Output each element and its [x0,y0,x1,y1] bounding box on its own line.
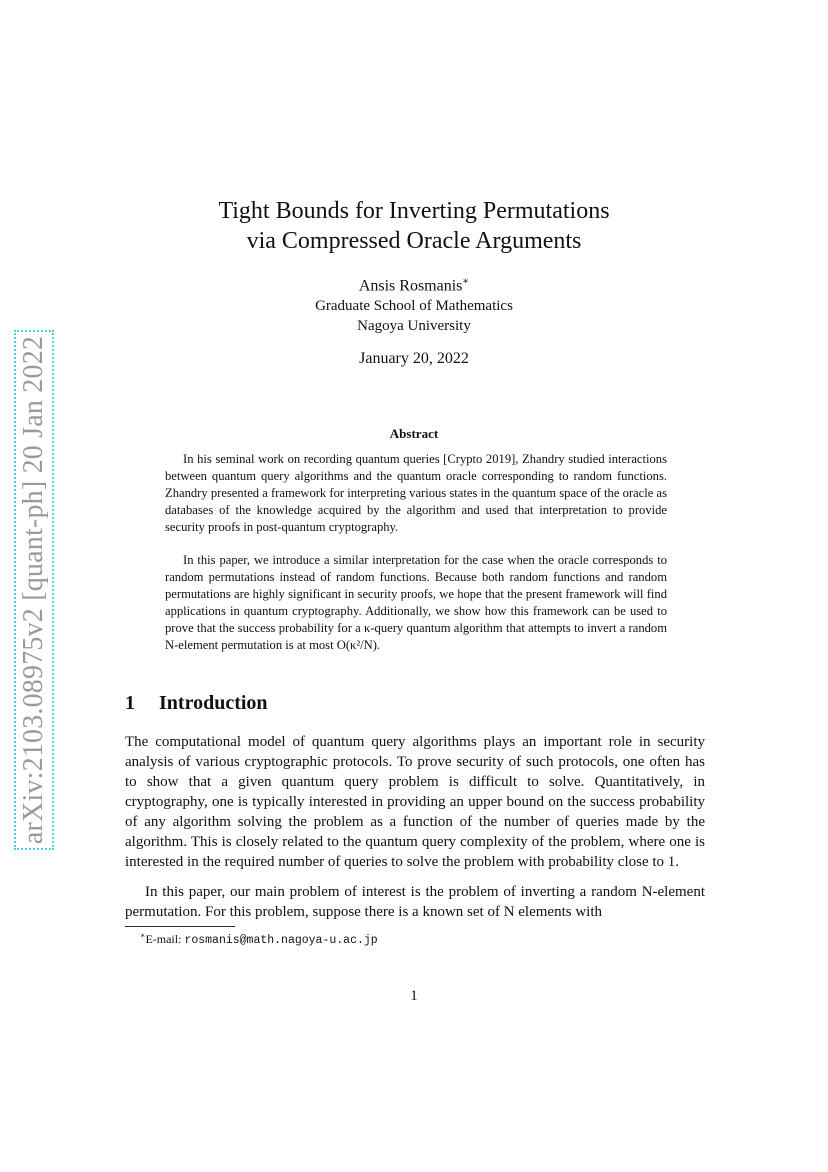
intro-text-2: In this paper, our main problem of interest is the problem of inverting a random N-element permutation. For this problem, suppose there is a known set of N elements with [125,884,705,920]
author-line [0,276,828,295]
intro-text-1: The computational model of quantum query algorithms plays an important role in security analysis of various cryptographic protocols. To prove security of such protocols, one often has to show that a given quantum query problem is difficult to solve. Quantitatively, in cryptography, one is typically interested in providing an upper bound on the success probability of any algorithm solving the problem as a function of the number of queries made by the algorithm. This is closely related to the quantum query complexity of the problem, where one is interested in the required number of queries to solve the problem with probability close to 1. [125,734,705,870]
footnote [140,931,378,947]
author-name: Ansis Rosmanis [358,277,463,295]
paper-date: January 20, 2022 [359,350,469,367]
page-number: 1 [410,988,418,1004]
arxiv-identifier[interactable]: arXiv:2103.08975v2 [quant-ph] 20 Jan 2022 [18,335,49,845]
intro-paragraph-1 [125,732,705,872]
affiliation-university: Nagoya University [357,318,471,334]
abstract-text-1: In his seminal work on recording quantum queries [Crypto 2019], Zhandry studied interactions between quantum query algorithms and the quantum oracle corresponding to random functions. Zhandry presented a framework for interpreting various states in the quantum space of the oracle as databases of the knowledge acquired by the algorithm and used that interpretation to provide security proofs in post-quantum cryptography. [165,452,667,534]
footnote-label: E-mail: [145,932,182,946]
section-title: Introduction [159,692,268,714]
abstract-paragraph-2 [165,552,667,654]
section-heading [125,692,268,715]
affiliation-department: Graduate School of Mathematics [315,298,513,314]
footnote-email[interactable]: rosmanis@math.nagoya-u.ac.jp [184,934,378,947]
footnote-divider [125,926,235,927]
footnote-marker: ∗ [140,931,146,940]
abstract-paragraph-1 [165,451,667,536]
paper-title-line-2: via Compressed Oracle Arguments [246,228,582,254]
intro-paragraph-2 [125,882,705,922]
abstract-text-2: In this paper, we introduce a similar interpretation for the case when the oracle corresponds to random permutations instead of random functions. Because both random functions and random permutations are highly significant in security proofs, we hope that the present framework will find applications in quantum cryptography. Additionally, we show how this framework can be used to prove that the success probability for a κ-query quantum algorithm that attempts to invert a random N-element permutation is at most O(κ²/N). [165,553,667,652]
author-footnote-marker: ∗ [462,276,470,287]
arxiv-stamp [14,330,54,850]
paper-title-line-1: Tight Bounds for Inverting Permutations [218,198,610,224]
section-number: 1 [125,692,135,714]
abstract-heading: Abstract [389,426,439,441]
